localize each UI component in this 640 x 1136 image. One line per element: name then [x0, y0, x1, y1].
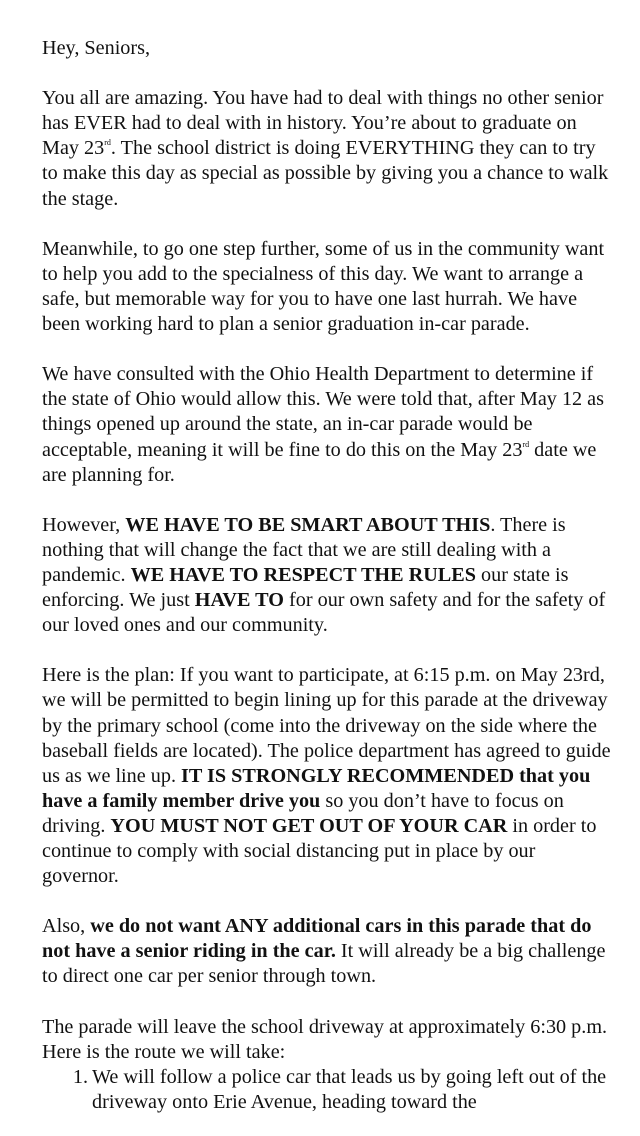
paragraph-be-smart: [42, 513, 612, 638]
paragraph-health-department: [42, 362, 612, 487]
emphasis-stay-in-car: YOU MUST NOT GET OUT OF YOUR CAR: [110, 814, 508, 837]
emphasis-have-to: HAVE TO: [194, 589, 284, 612]
ordinal-suffix: rd: [104, 138, 111, 148]
emphasis-family-driver: IT IS STRONGLY RECOMMENDED that you have a family member drive you: [42, 764, 591, 812]
intro-text-b: . The school district is doing EVERYTHING they can to try to make this day as special as possible by giving you a chance to walk the stage.: [42, 137, 609, 210]
plan-text-a: Here is the plan: If you want to participate, at 6:15 p.m. on May 23rd, we will be permitted to begin lining up for this parade at the driveway by the primary school (come into the driveway on the side where the baseball fields are located). The police department has agreed to guide us as we line up.: [42, 664, 611, 787]
smart-text-e: for our own safety and for the safety of our loved ones and our community.: [42, 589, 606, 637]
list-item-text: We will follow a police car that leads us by going left out of the driveway onto Erie Avenue, heading toward the: [92, 1065, 607, 1113]
smart-text-d: our state is enforcing. We just: [42, 563, 569, 612]
smart-text-a: However,: [42, 513, 126, 536]
greeting: Hey, Seniors,: [42, 37, 151, 59]
paragraph-meanwhile: Meanwhile, to go one step further, some of us in the community want to help you add to the specialness of this day. We want to arrange a safe, but memorable way for you to have one last hurrah. We have been working hard to plan a senior graduation in-car parade.: [42, 237, 605, 336]
route-list: [42, 1065, 612, 1115]
cars-text-c: It will already be a big challenge to direct one car per senior through town.: [42, 940, 606, 988]
emphasis-be-smart: WE HAVE TO BE SMART ABOUT THIS: [125, 513, 491, 536]
paragraph-intro: [42, 86, 612, 211]
health-text-b: date we are planning for.: [42, 438, 597, 486]
list-item: [42, 1065, 612, 1115]
cars-text-a: Also,: [42, 915, 91, 938]
paragraph-route-intro: The parade will leave the school driveway at approximately 6:30 p.m. Here is the route we will take:: [42, 1015, 608, 1063]
ordinal-suffix: rd: [522, 439, 530, 449]
letter-document: [42, 36, 612, 1115]
paragraph-plan: [42, 663, 612, 889]
plan-text-c: so you don’t have to focus on driving.: [42, 789, 564, 837]
list-item-number: 1.: [72, 1065, 88, 1088]
smart-text-c: . There is nothing that will change the fact that we are still dealing with a pandemic.: [42, 513, 566, 586]
intro-text-a: You all are amazing. You have had to deal with things no other senior has EVER had to deal with in history. You’re about to graduate on May 23: [42, 87, 604, 160]
paragraph-no-extra-cars: [42, 914, 612, 989]
emphasis-respect-rules: WE HAVE TO RESPECT THE RULES: [130, 563, 476, 586]
plan-text-d: in order to continue to comply with social distancing put in place by our governor.: [42, 814, 597, 888]
emphasis-no-additional-cars: we do not want ANY additional cars in this parade that do not have a senior riding in the car.: [42, 915, 592, 963]
health-text-a: We have consulted with the Ohio Health Department to determine if the state of Ohio would allow this. We were told that, after May 12 as things opened up around the state, an in-car parade would be acceptable, meaning it will be fine to do this on the May 23: [42, 363, 604, 461]
